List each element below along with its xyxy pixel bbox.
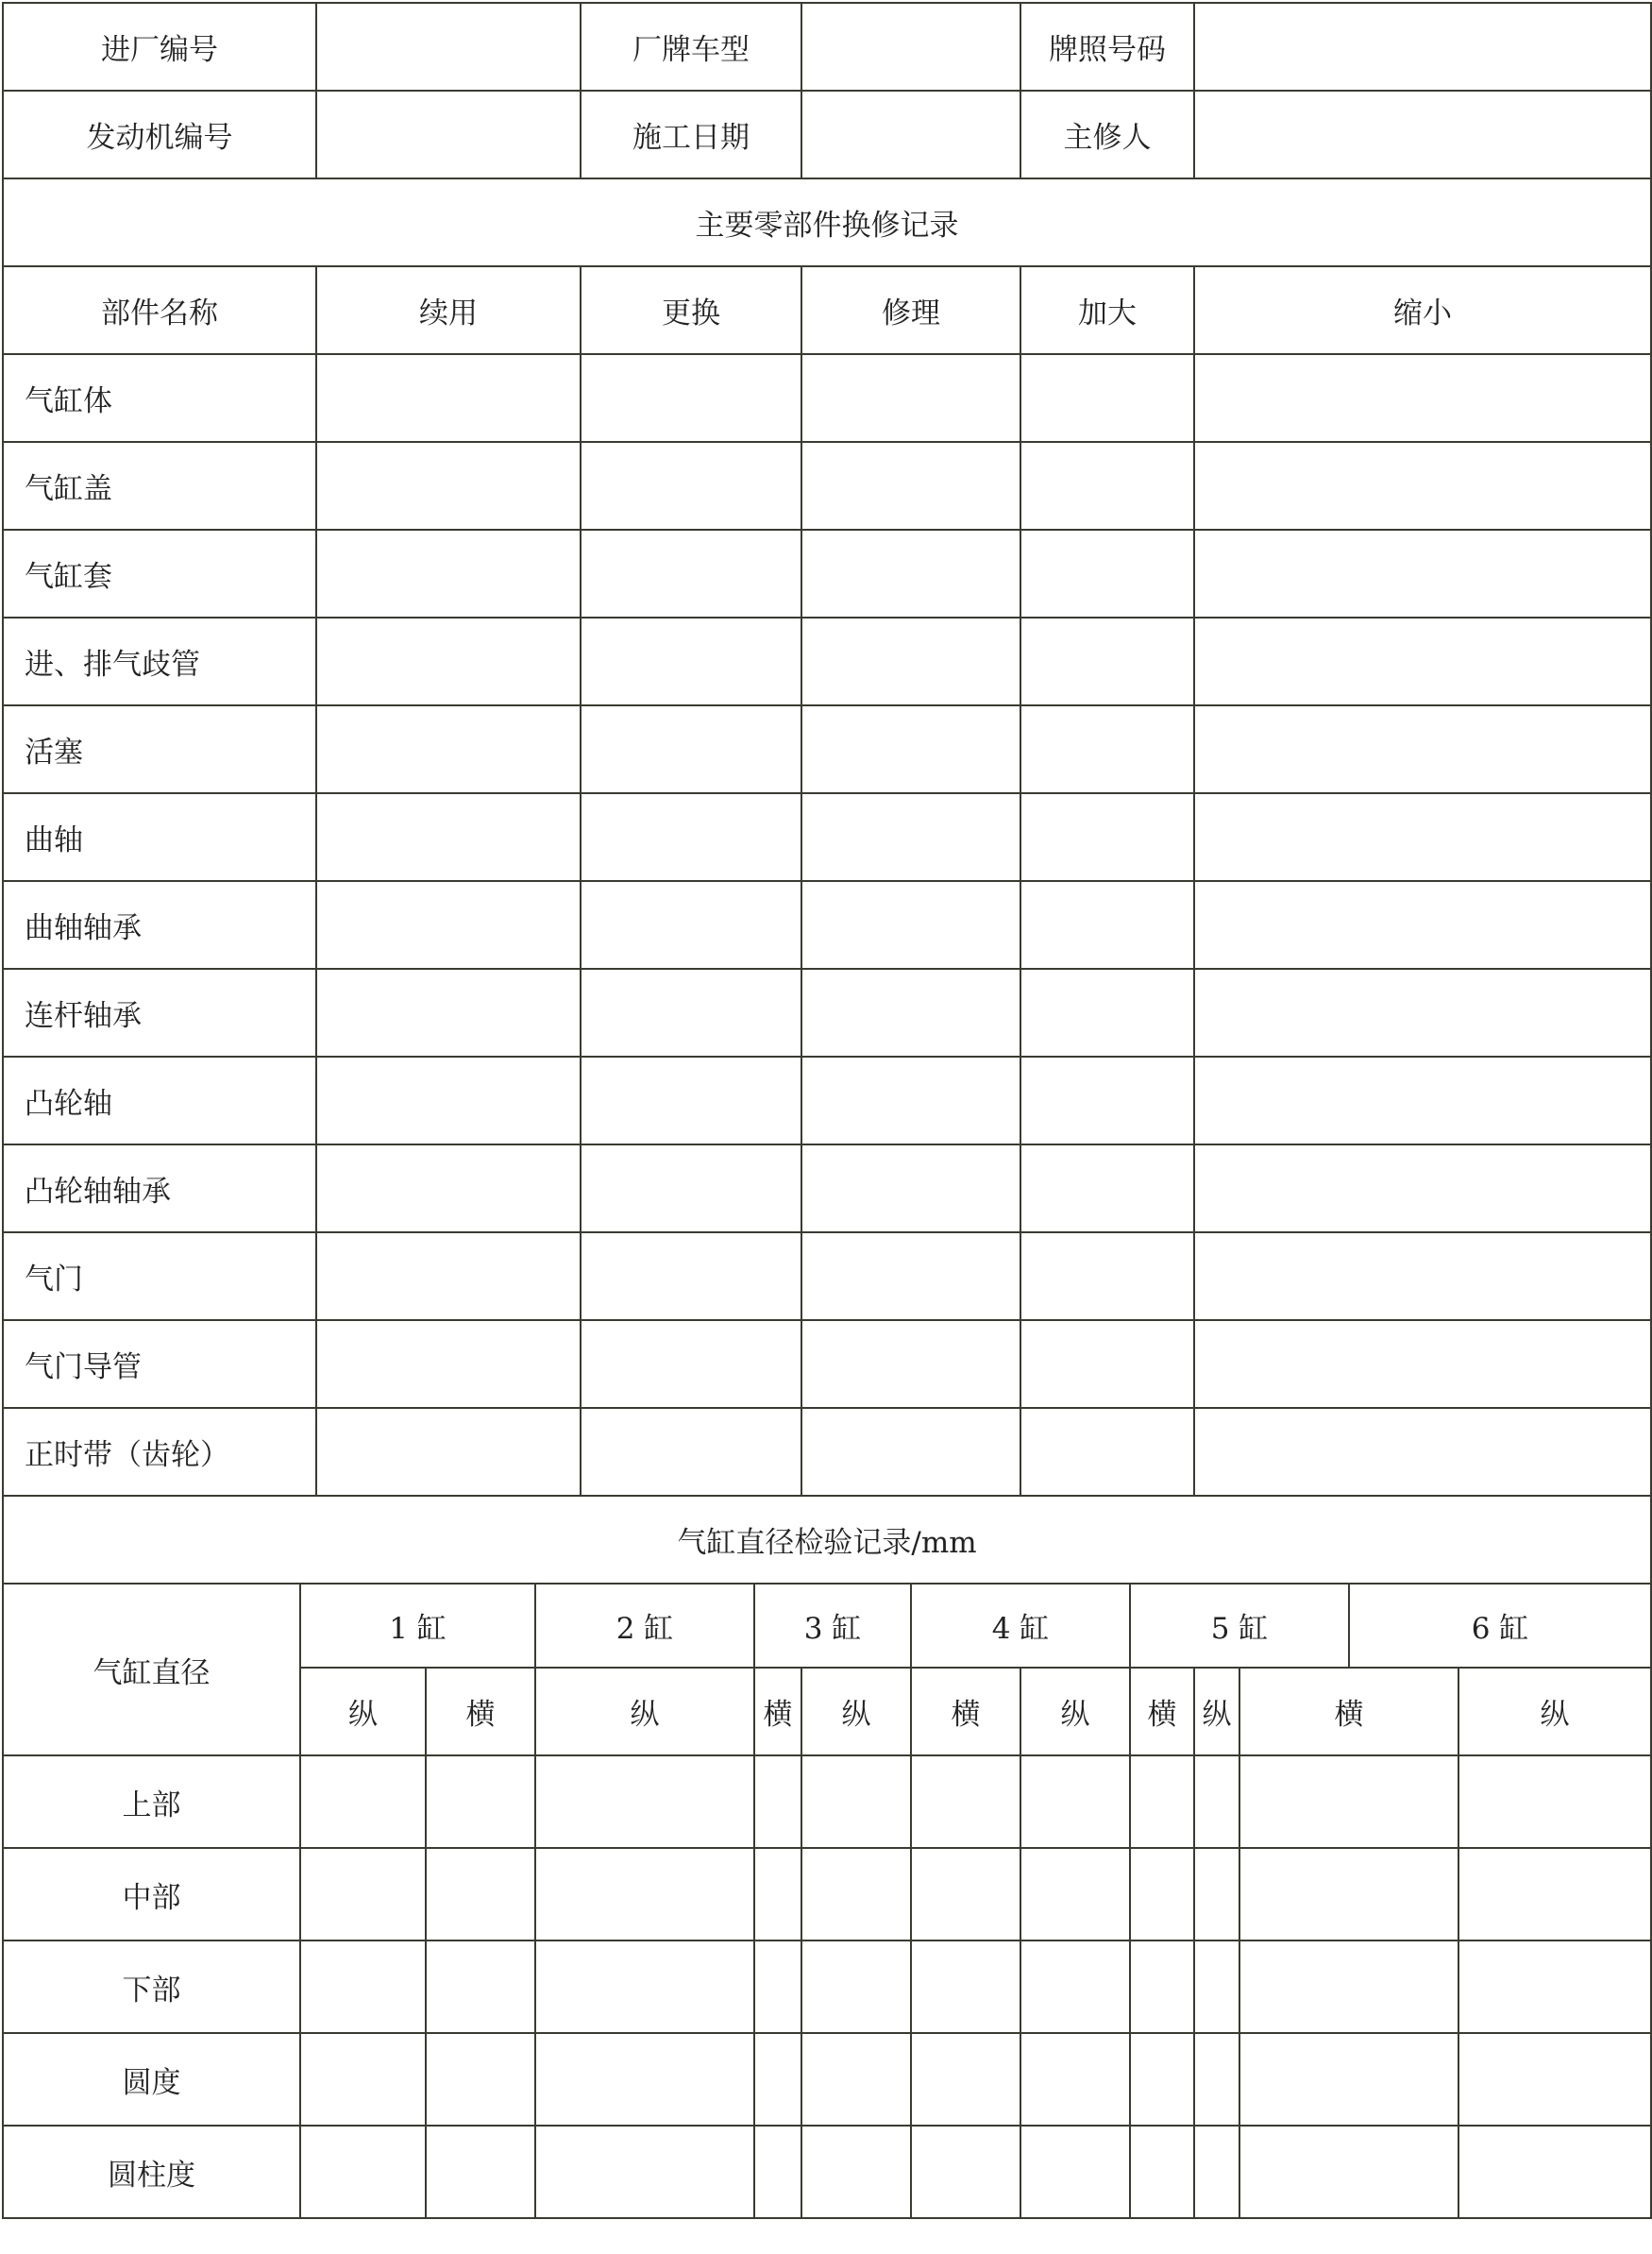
cylinder-6-longitudinal-cell[interactable] <box>1458 2126 1651 2218</box>
part-cell-undersize[interactable] <box>1194 442 1651 530</box>
part-cell-undersize[interactable] <box>1194 881 1651 969</box>
cylinder-measure-label: 中部 <box>3 1848 300 1940</box>
part-cell-oversize[interactable] <box>1020 1408 1194 1496</box>
part-cell-undersize[interactable] <box>1194 793 1651 881</box>
part-cell-repair[interactable] <box>801 1232 1020 1320</box>
cylinder-2-longitudinal-cell[interactable] <box>535 1755 754 1848</box>
part-row <box>3 354 1651 442</box>
part-row <box>3 1232 1651 1320</box>
cylinder-3-transverse-cell[interactable] <box>911 2033 1020 2126</box>
cylinder-5-transverse-cell[interactable] <box>1239 1755 1458 1848</box>
cylinder-5-header: 5 缸 <box>1130 1584 1349 1668</box>
cylinder-5-transverse-cell[interactable] <box>1239 1940 1458 2033</box>
cylinder-5-transverse-cell[interactable] <box>1239 1848 1458 1940</box>
part-cell-replace[interactable] <box>581 530 801 618</box>
cylinder-1-transverse: 横 <box>426 1668 535 1755</box>
part-name: 连杆轴承 <box>3 969 316 1057</box>
cylinder-2-transverse-cell[interactable] <box>754 2033 801 2126</box>
parts-table-body <box>3 354 1651 1496</box>
part-cell-continue-use[interactable] <box>316 354 581 442</box>
column-header-continue-use: 续用 <box>316 266 581 354</box>
cylinder-4-transverse-cell[interactable] <box>1130 1755 1194 1848</box>
cylinder-3-longitudinal-cell[interactable] <box>801 2033 911 2126</box>
cylinder-4-transverse-cell[interactable] <box>1130 2033 1194 2126</box>
part-name: 气缸体 <box>3 354 316 442</box>
part-cell-repair[interactable] <box>801 530 1020 618</box>
cylinder-3-transverse: 横 <box>911 1668 1020 1755</box>
cylinder-2-longitudinal-cell[interactable] <box>535 2126 754 2218</box>
part-name: 凸轮轴轴承 <box>3 1144 316 1232</box>
part-name: 进、排气歧管 <box>3 618 316 705</box>
part-cell-replace[interactable] <box>581 1144 801 1232</box>
part-cell-oversize[interactable] <box>1020 793 1194 881</box>
cylinder-measure-label: 上部 <box>3 1755 300 1848</box>
field-engine-number[interactable] <box>316 91 581 178</box>
cylinder-3-longitudinal-cell[interactable] <box>801 1848 911 1940</box>
cylinder-2-transverse-cell[interactable] <box>754 1848 801 1940</box>
cylinder-3-transverse-cell[interactable] <box>911 2126 1020 2218</box>
part-cell-oversize[interactable] <box>1020 705 1194 793</box>
part-cell-repair[interactable] <box>801 442 1020 530</box>
part-name: 气门导管 <box>3 1320 316 1408</box>
part-row <box>3 881 1651 969</box>
part-row <box>3 793 1651 881</box>
cylinder-6-header: 6 缸 <box>1349 1584 1651 1668</box>
cylinder-3-header: 3 缸 <box>754 1584 911 1668</box>
field-chief-mechanic[interactable] <box>1194 91 1651 178</box>
part-cell-undersize[interactable] <box>1194 969 1651 1057</box>
cylinder-measure-label: 圆柱度 <box>3 2126 300 2218</box>
part-cell-continue-use[interactable] <box>316 1320 581 1408</box>
cylinder-6-longitudinal-cell[interactable] <box>1458 1755 1651 1848</box>
cylinder-1-transverse-cell[interactable] <box>426 1755 535 1848</box>
part-cell-oversize[interactable] <box>1020 1144 1194 1232</box>
part-cell-continue-use[interactable] <box>316 705 581 793</box>
cylinder-4-transverse: 横 <box>1130 1668 1194 1755</box>
parts-section-title: 主要零部件换修记录 <box>3 178 1651 266</box>
part-cell-replace[interactable] <box>581 1232 801 1320</box>
field-work-date[interactable] <box>801 91 1020 178</box>
part-name: 曲轴 <box>3 793 316 881</box>
header-row-1 <box>3 3 1651 91</box>
part-cell-undersize[interactable] <box>1194 1408 1651 1496</box>
part-cell-repair[interactable] <box>801 881 1020 969</box>
cylinder-measure-row <box>3 1940 1651 2033</box>
column-header-repair: 修理 <box>801 266 1020 354</box>
part-name: 正时带（齿轮） <box>3 1408 316 1496</box>
part-row <box>3 1057 1651 1144</box>
part-cell-undersize[interactable] <box>1194 354 1651 442</box>
part-cell-repair[interactable] <box>801 1408 1020 1496</box>
part-cell-repair[interactable] <box>801 354 1020 442</box>
cylinder-4-header: 4 缸 <box>911 1584 1130 1668</box>
field-vehicle-model[interactable] <box>801 3 1020 91</box>
cylinder-section-title-row <box>3 1496 1651 1584</box>
cylinder-measure-row <box>3 2033 1651 2126</box>
part-cell-replace[interactable] <box>581 442 801 530</box>
part-cell-undersize[interactable] <box>1194 705 1651 793</box>
part-row <box>3 705 1651 793</box>
part-cell-undersize[interactable] <box>1194 530 1651 618</box>
cylinder-4-longitudinal-cell[interactable] <box>1020 2033 1130 2126</box>
part-cell-undersize[interactable] <box>1194 1320 1651 1408</box>
part-cell-repair[interactable] <box>801 1320 1020 1408</box>
cylinder-measure-row <box>3 2126 1651 2218</box>
part-cell-continue-use[interactable] <box>316 1232 581 1320</box>
part-cell-undersize[interactable] <box>1194 1232 1651 1320</box>
part-cell-oversize[interactable] <box>1020 354 1194 442</box>
part-cell-oversize[interactable] <box>1020 1057 1194 1144</box>
part-cell-continue-use[interactable] <box>316 881 581 969</box>
cylinder-5-transverse: 横 <box>1239 1668 1458 1755</box>
cylinder-1-longitudinal: 纵 <box>300 1668 426 1755</box>
cylinder-4-transverse-cell[interactable] <box>1130 1848 1194 1940</box>
part-cell-repair[interactable] <box>801 793 1020 881</box>
cylinder-5-longitudinal-cell[interactable] <box>1194 2126 1239 2218</box>
part-name: 活塞 <box>3 705 316 793</box>
cylinder-4-longitudinal-cell[interactable] <box>1020 1755 1130 1848</box>
part-cell-replace[interactable] <box>581 1320 801 1408</box>
cylinder-5-longitudinal-cell[interactable] <box>1194 1940 1239 2033</box>
cylinder-table-body <box>3 1755 1651 2218</box>
column-header-replace: 更换 <box>581 266 801 354</box>
part-cell-undersize[interactable] <box>1194 1057 1651 1144</box>
cylinder-3-longitudinal-cell[interactable] <box>801 1755 911 1848</box>
cylinder-5-longitudinal: 纵 <box>1194 1668 1239 1755</box>
parts-column-header-row <box>3 266 1651 354</box>
part-name: 凸轮轴 <box>3 1057 316 1144</box>
cylinder-4-longitudinal: 纵 <box>1020 1668 1130 1755</box>
cylinder-3-transverse-cell[interactable] <box>911 1848 1020 1940</box>
cylinder-1-transverse-cell[interactable] <box>426 1940 535 2033</box>
cylinder-section-title: 气缸直径检验记录/mm <box>3 1496 1651 1584</box>
cylinder-measure-row <box>3 1755 1651 1848</box>
part-cell-undersize[interactable] <box>1194 1144 1651 1232</box>
cylinder-1-longitudinal-cell[interactable] <box>300 1848 426 1940</box>
part-row <box>3 1408 1651 1496</box>
cylinder-3-longitudinal: 纵 <box>801 1668 911 1755</box>
label-factory-number: 进厂编号 <box>3 3 316 91</box>
part-cell-replace[interactable] <box>581 618 801 705</box>
cylinder-2-transverse-cell[interactable] <box>754 1940 801 2033</box>
part-row <box>3 969 1651 1057</box>
part-cell-continue-use[interactable] <box>316 1057 581 1144</box>
cylinder-6-longitudinal-cell[interactable] <box>1458 1940 1651 2033</box>
part-cell-continue-use[interactable] <box>316 530 581 618</box>
cylinder-4-transverse-cell[interactable] <box>1130 2126 1194 2218</box>
column-header-part-name: 部件名称 <box>3 266 316 354</box>
cylinder-4-longitudinal-cell[interactable] <box>1020 2126 1130 2218</box>
part-name: 曲轴轴承 <box>3 881 316 969</box>
cylinder-2-transverse-cell[interactable] <box>754 1755 801 1848</box>
cylinder-6-longitudinal: 纵 <box>1458 1668 1651 1755</box>
field-factory-number[interactable] <box>316 3 581 91</box>
part-name: 气门 <box>3 1232 316 1320</box>
column-header-undersize: 缩小 <box>1194 266 1651 354</box>
part-cell-repair[interactable] <box>801 618 1020 705</box>
cylinder-2-transverse: 横 <box>754 1668 801 1755</box>
cylinder-1-longitudinal-cell[interactable] <box>300 1940 426 2033</box>
cylinder-1-transverse-cell[interactable] <box>426 1848 535 1940</box>
part-cell-repair[interactable] <box>801 1057 1020 1144</box>
part-cell-oversize[interactable] <box>1020 618 1194 705</box>
field-plate-number[interactable] <box>1194 3 1651 91</box>
part-name: 气缸盖 <box>3 442 316 530</box>
part-cell-continue-use[interactable] <box>316 618 581 705</box>
part-cell-oversize[interactable] <box>1020 1320 1194 1408</box>
part-cell-oversize[interactable] <box>1020 969 1194 1057</box>
cylinder-3-transverse-cell[interactable] <box>911 1940 1020 2033</box>
cylinder-6-longitudinal-cell[interactable] <box>1458 2033 1651 2126</box>
part-cell-repair[interactable] <box>801 1144 1020 1232</box>
part-cell-replace[interactable] <box>581 881 801 969</box>
header-row-2 <box>3 91 1651 178</box>
part-row <box>3 1144 1651 1232</box>
part-name: 气缸套 <box>3 530 316 618</box>
cylinder-measure-label: 圆度 <box>3 2033 300 2126</box>
cylinder-5-longitudinal-cell[interactable] <box>1194 1848 1239 1940</box>
part-cell-oversize[interactable] <box>1020 881 1194 969</box>
part-cell-continue-use[interactable] <box>316 969 581 1057</box>
label-vehicle-model: 厂牌车型 <box>581 3 801 91</box>
cylinder-5-longitudinal-cell[interactable] <box>1194 1755 1239 1848</box>
cylinder-diameter-header: 气缸直径 <box>3 1584 300 1755</box>
cylinder-2-longitudinal: 纵 <box>535 1668 754 1755</box>
part-cell-replace[interactable] <box>581 1057 801 1144</box>
part-cell-oversize[interactable] <box>1020 530 1194 618</box>
label-plate-number: 牌照号码 <box>1020 3 1194 91</box>
cylinder-measure-label: 下部 <box>3 1940 300 2033</box>
cylinder-2-longitudinal-cell[interactable] <box>535 1940 754 2033</box>
part-cell-replace[interactable] <box>581 793 801 881</box>
column-header-oversize: 加大 <box>1020 266 1194 354</box>
cylinder-5-transverse-cell[interactable] <box>1239 2126 1458 2218</box>
cylinder-1-transverse-cell[interactable] <box>426 2033 535 2126</box>
cylinder-1-longitudinal-cell[interactable] <box>300 1755 426 1848</box>
part-cell-replace[interactable] <box>581 1408 801 1496</box>
part-cell-continue-use[interactable] <box>316 1144 581 1232</box>
repair-record-table <box>2 2 1652 2219</box>
cylinder-header-row <box>3 1584 1651 1668</box>
part-cell-replace[interactable] <box>581 354 801 442</box>
part-row <box>3 1320 1651 1408</box>
part-cell-replace[interactable] <box>581 969 801 1057</box>
label-work-date: 施工日期 <box>581 91 801 178</box>
part-cell-continue-use[interactable] <box>316 1408 581 1496</box>
part-cell-repair[interactable] <box>801 705 1020 793</box>
cylinder-5-transverse-cell[interactable] <box>1239 2033 1458 2126</box>
cylinder-2-header: 2 缸 <box>535 1584 754 1668</box>
cylinder-3-transverse-cell[interactable] <box>911 1755 1020 1848</box>
cylinder-1-longitudinal-cell[interactable] <box>300 2126 426 2218</box>
part-cell-replace[interactable] <box>581 705 801 793</box>
part-cell-oversize[interactable] <box>1020 1232 1194 1320</box>
cylinder-2-longitudinal-cell[interactable] <box>535 2033 754 2126</box>
cylinder-3-longitudinal-cell[interactable] <box>801 1940 911 2033</box>
part-row <box>3 530 1651 618</box>
cylinder-4-longitudinal-cell[interactable] <box>1020 1940 1130 2033</box>
cylinder-measure-row <box>3 1848 1651 1940</box>
part-cell-continue-use[interactable] <box>316 793 581 881</box>
part-cell-repair[interactable] <box>801 969 1020 1057</box>
cylinder-4-longitudinal-cell[interactable] <box>1020 1848 1130 1940</box>
part-cell-oversize[interactable] <box>1020 442 1194 530</box>
cylinder-1-longitudinal-cell[interactable] <box>300 2033 426 2126</box>
label-engine-number: 发动机编号 <box>3 91 316 178</box>
parts-section-title-row <box>3 178 1651 266</box>
cylinder-1-transverse-cell[interactable] <box>426 2126 535 2218</box>
label-chief-mechanic: 主修人 <box>1020 91 1194 178</box>
part-row <box>3 618 1651 705</box>
part-cell-undersize[interactable] <box>1194 618 1651 705</box>
cylinder-2-transverse-cell[interactable] <box>754 2126 801 2218</box>
part-row <box>3 442 1651 530</box>
cylinder-3-longitudinal-cell[interactable] <box>801 2126 911 2218</box>
cylinder-2-longitudinal-cell[interactable] <box>535 1848 754 1940</box>
cylinder-1-header: 1 缸 <box>300 1584 535 1668</box>
cylinder-5-longitudinal-cell[interactable] <box>1194 2033 1239 2126</box>
cylinder-6-longitudinal-cell[interactable] <box>1458 1848 1651 1940</box>
cylinder-4-transverse-cell[interactable] <box>1130 1940 1194 2033</box>
part-cell-continue-use[interactable] <box>316 442 581 530</box>
